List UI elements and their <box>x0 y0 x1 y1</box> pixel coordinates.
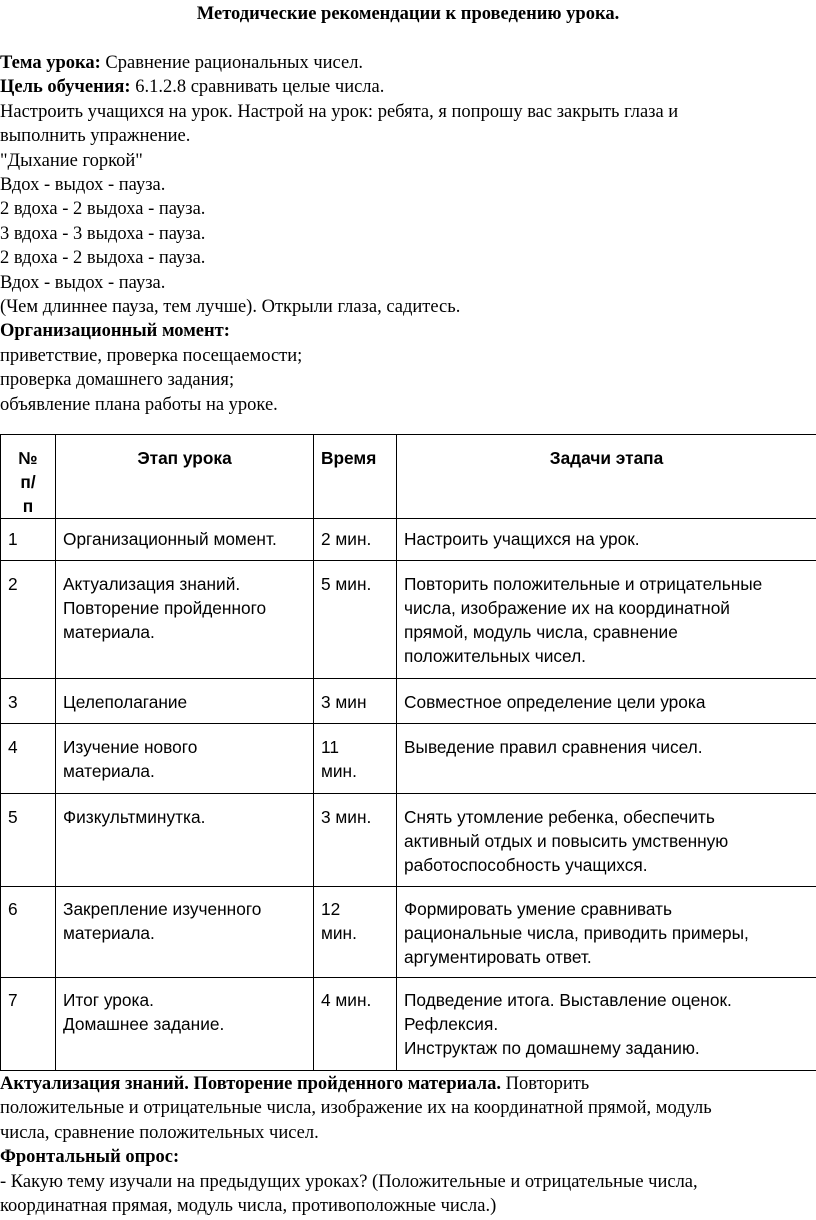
row-number: 5 <box>1 794 56 887</box>
row-time: 3 мин. <box>314 794 397 887</box>
goal-line <box>0 75 810 99</box>
survey-line: - Какую тему изучали на предыдущих уроках? (Положительные и отрицательные числа, <box>0 1171 698 1192</box>
review-line: числа, сравнение положительных чисел. <box>0 1122 319 1143</box>
row-tasks: Формировать умение сравнивать рациональные числа, приводить примеры, аргументировать ответ. <box>397 887 816 978</box>
row-time: 4 мин. <box>314 978 397 1071</box>
row-time: 2 мин. <box>314 519 397 561</box>
row-stage: Итог урока. Домашнее задание. <box>56 978 314 1071</box>
table-row <box>1 519 816 561</box>
row-stage: Организационный момент. <box>56 519 314 561</box>
row-tasks: Выведение правил сравнения чисел. <box>397 724 816 794</box>
row-time: 12 мин. <box>314 887 397 978</box>
intro-line: (Чем длиннее пауза, тем лучше). Открыли глаза, садитесь. <box>0 297 461 318</box>
intro-line: выполнить упражнение. <box>0 126 191 147</box>
review-heading-rest: Повторить <box>500 1074 590 1094</box>
survey-heading: Фронтальный опрос: <box>0 1147 180 1168</box>
row-time: 3 мин <box>314 679 397 724</box>
table-row <box>1 794 816 887</box>
row-stage: Закрепление изученного материала. <box>56 887 314 978</box>
row-number: 7 <box>1 978 56 1071</box>
row-number: 2 <box>1 561 56 679</box>
goal-label: Цель обучения: <box>0 77 131 98</box>
org-line: приветствие, проверка посещаемости; <box>0 345 303 366</box>
org-line: проверка домашнего задания; <box>0 370 235 391</box>
table-header-row <box>1 435 816 519</box>
row-stage: Физкультминутка. <box>56 794 314 887</box>
table-row <box>1 679 816 724</box>
intro-line: Вдох - выдох - пауза. <box>0 175 166 196</box>
intro-line: "Дыхание горкой" <box>0 150 143 171</box>
intro-section <box>0 51 810 417</box>
row-tasks: Повторить положительные и отрицательные числа, изображение их на координатной прямой, модуль числа, сравнение положительных чисел. <box>397 561 816 679</box>
table-row <box>1 724 816 794</box>
row-time: 11 мин. <box>314 724 397 794</box>
row-tasks: Совместное определение цели урока <box>397 679 816 724</box>
review-section <box>0 1072 812 1218</box>
intro-line: 2 вдоха - 2 выдоха - пауза. <box>0 199 206 220</box>
table-row <box>1 887 816 978</box>
intro-line: 2 вдоха - 2 выдоха - пауза. <box>0 248 206 269</box>
row-stage: Целеполагание <box>56 679 314 724</box>
intro-line: Настроить учащихся на урок. Настрой на урок: ребята, я попрошу вас закрыть глаза и <box>0 101 679 122</box>
topic-line <box>0 51 810 75</box>
goal-value: 6.1.2.8 сравнивать целые числа. <box>130 77 385 98</box>
row-tasks: Настроить учащихся на урок. <box>397 519 816 561</box>
row-stage: Актуализация знаний. Повторение пройденного материала. <box>56 561 314 679</box>
header-number: № п/п <box>1 435 56 519</box>
row-number: 1 <box>1 519 56 561</box>
lesson-plan-table <box>0 434 816 1071</box>
intro-line: Вдох - выдох - пауза. <box>0 272 166 293</box>
table-row <box>1 561 816 679</box>
document-title: Методические рекомендации к проведению урока. <box>196 4 620 24</box>
row-tasks: Снять утомление ребенка, обеспечить активный отдых и повысить умственную работоспособность учащихся. <box>397 794 816 887</box>
org-line: объявление плана работы на уроке. <box>0 394 278 415</box>
header-time: Время <box>314 435 397 519</box>
intro-line: 3 вдоха - 3 выдоха - пауза. <box>0 223 206 244</box>
topic-label: Тема урока: <box>0 53 101 73</box>
row-number: 3 <box>1 679 56 724</box>
row-number: 4 <box>1 724 56 794</box>
review-line: положительные и отрицательные числа, изображение их на координатной прямой, модуль <box>0 1098 712 1119</box>
table-row <box>1 978 816 1071</box>
survey-line: координатная прямая, модуль числа, противоположные числа.) <box>0 1196 497 1217</box>
review-heading: Актуализация знаний. Повторение пройденного материала. <box>0 1074 501 1094</box>
topic-value: Сравнение рациональных чисел. <box>100 53 364 73</box>
review-heading-line <box>0 1072 812 1096</box>
row-time: 5 мин. <box>314 561 397 679</box>
row-number: 6 <box>1 887 56 978</box>
header-tasks: Задачи этапа <box>397 435 816 519</box>
row-tasks: Подведение итога. Выставление оценок. Рефлексия. Инструктаж по домашнему заданию. <box>397 978 816 1071</box>
row-stage: Изучение нового материала. <box>56 724 314 794</box>
org-heading: Организационный момент: <box>0 321 230 342</box>
header-stage: Этап урока <box>56 435 314 519</box>
